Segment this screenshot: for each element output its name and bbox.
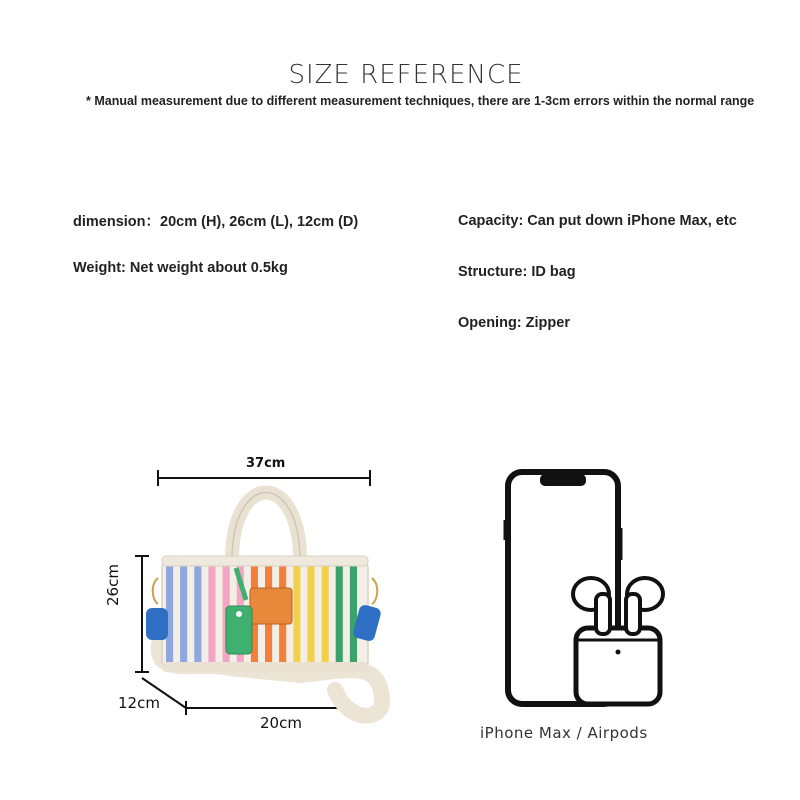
page-title: SIZE REFERENCE	[288, 60, 524, 90]
spec-dimension: dimension：20cm (H), 26cm (L), 12cm (D)	[73, 214, 359, 230]
spec-structure: Structure: ID bag	[458, 264, 576, 280]
spec-opening: Opening: Zipper	[458, 315, 570, 331]
length-label: 20cm	[260, 714, 302, 732]
width-label: 37cm	[246, 456, 286, 471]
depth-label: 12cm	[118, 694, 160, 712]
spec-weight: Weight: Net weight about 0.5kg	[73, 260, 288, 276]
measurement-note: * Manual measurement due to different measurement techniques, there are 1-3cm errors within the normal range	[86, 94, 755, 108]
reference-caption: iPhone Max / Airpods	[480, 724, 648, 742]
height-label: 26cm	[104, 564, 122, 606]
spec-capacity: Capacity: Can put down iPhone Max, etc	[458, 213, 737, 229]
